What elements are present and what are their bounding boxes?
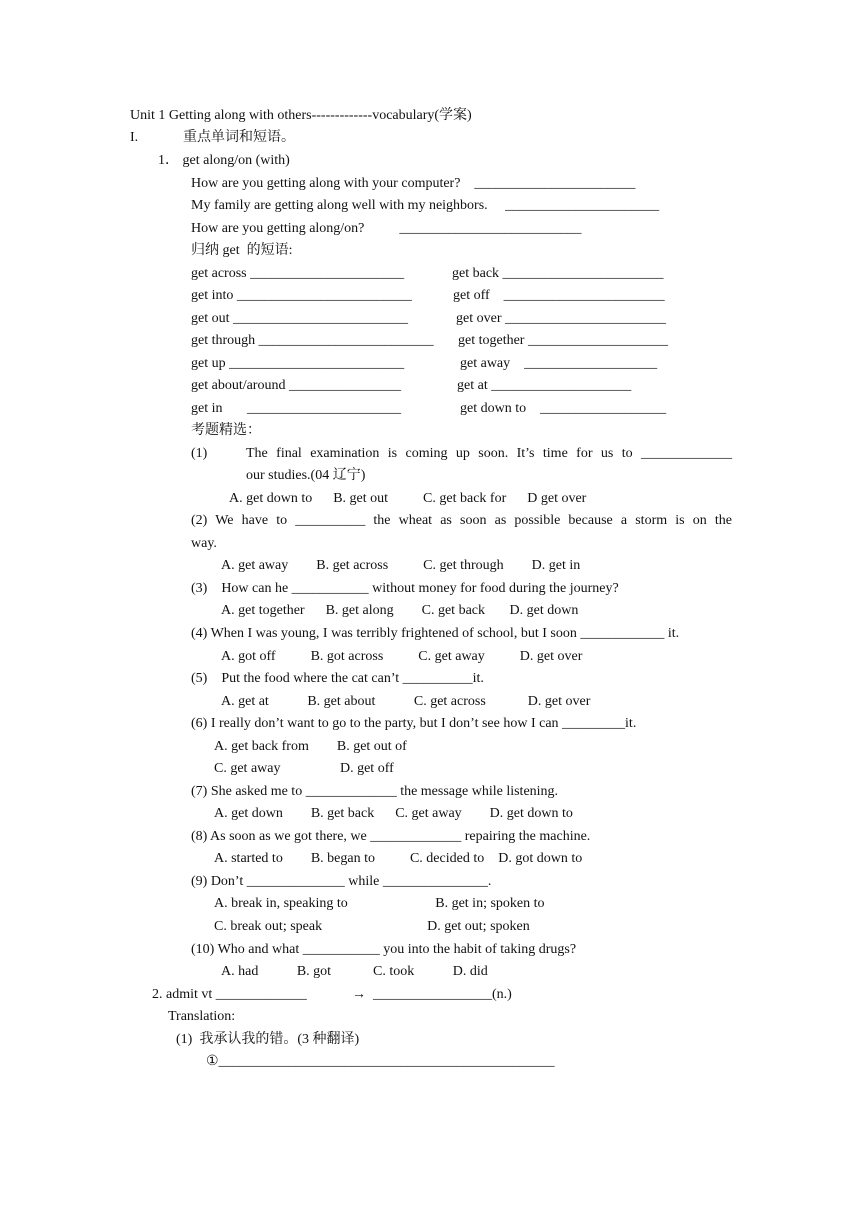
question-options: C. break out; speak D. get out; spoken	[214, 919, 530, 934]
question-text: (2) We have to __________ the wheat as soon as possible because a storm is on the	[191, 513, 732, 528]
question-options: A. get at B. get about C. get across D. get over	[221, 694, 591, 709]
example-line: How are you getting along/on? __________________________	[191, 221, 582, 236]
question-text: (6) I really don’t want to go to the party, but I don’t see how I can _________it.	[191, 716, 637, 731]
question-text: (5) Put the food where the cat can’t __________it.	[191, 671, 484, 686]
translation-label: Translation:	[168, 1009, 236, 1024]
item1-heading: 1． get along/on (with)	[158, 153, 290, 168]
question-options: A. started to B. began to C. decided to D. got down to	[214, 851, 583, 866]
example-line: My family are getting along well with my neighbors. ______________________	[191, 198, 660, 213]
question-options: A. get away B. get across C. get through D. get in	[221, 558, 581, 573]
question-text: our studies.(04 辽宁)	[246, 468, 366, 483]
phrase-left: get about/around ________________	[191, 378, 401, 393]
phrase-left: get out _________________________	[191, 311, 408, 326]
question-text: The final examination is coming up soon. It’s time for us to _____________	[246, 446, 732, 461]
question-text: (10) Who and what ___________ you into the habit of taking drugs?	[191, 942, 577, 957]
question-options: A. got off B. got across C. get away D. get over	[221, 649, 583, 664]
question-text: (3) How can he ___________ without money for food during the journey?	[191, 581, 619, 596]
section-number: I.	[130, 130, 139, 145]
question-options: A. get back from B. get out of	[214, 739, 407, 754]
phrase-left: get through _________________________	[191, 333, 434, 348]
exam-heading: 考题精选：	[191, 423, 261, 438]
phrase-left: get into _________________________	[191, 288, 412, 303]
question-options: A. had B. got C. took D. did	[221, 964, 488, 979]
phrase-right: get over _______________________	[456, 311, 666, 326]
question-options: A. get down to B. get out C. get back for D get over	[229, 491, 587, 506]
translation-item: (1) 我承认我的错。(3 种翻译)	[176, 1032, 360, 1047]
question-text: way.	[191, 536, 217, 551]
translation-blank: ①________________________________________________	[206, 1054, 555, 1069]
question-options: C. get away D. get off	[214, 761, 394, 776]
phrase-right: get together ____________________	[458, 333, 668, 348]
question-options: A. get together B. get along C. get back D. get down	[221, 603, 579, 618]
phrase-right: get back _______________________	[452, 266, 664, 281]
question-options: A. break in, speaking to B. get in; spoken to	[214, 896, 545, 911]
phrase-right: get at ____________________	[457, 378, 632, 393]
item2-heading: 2. admit vt _____________	[152, 987, 307, 1002]
question-text: (9) Don’t ______________ while _______________.	[191, 874, 492, 889]
arrow-icon: →	[352, 987, 366, 1002]
phrase-left: get across ______________________	[191, 266, 405, 281]
phrase-right: get away ___________________	[460, 356, 658, 371]
question-text: (4) When I was young, I was terribly frightened of school, but I soon ____________ it.	[191, 626, 680, 641]
example-line: How are you getting along with your computer? _______________________	[191, 176, 636, 191]
question-text: (8) As soon as we got there, we _____________ repairing the machine.	[191, 829, 591, 844]
question-options: A. get down B. get back C. get away D. get down to	[214, 806, 573, 821]
phrase-left: get up _________________________	[191, 356, 405, 371]
summary-heading: 归纳 get 的短语:	[191, 243, 293, 258]
page-title: Unit 1 Getting along with others-------------vocabulary(学案)	[130, 108, 472, 123]
phrase-right: get off _______________________	[453, 288, 665, 303]
item2-noun-blank: _________________(n.)	[373, 987, 512, 1002]
phrase-left: get in ______________________	[191, 401, 401, 416]
phrase-right: get down to __________________	[460, 401, 667, 416]
question-number: (1)	[191, 446, 208, 461]
question-text: (7) She asked me to _____________ the message while listening.	[191, 784, 559, 799]
section-title: 重点单词和短语。	[183, 130, 295, 145]
